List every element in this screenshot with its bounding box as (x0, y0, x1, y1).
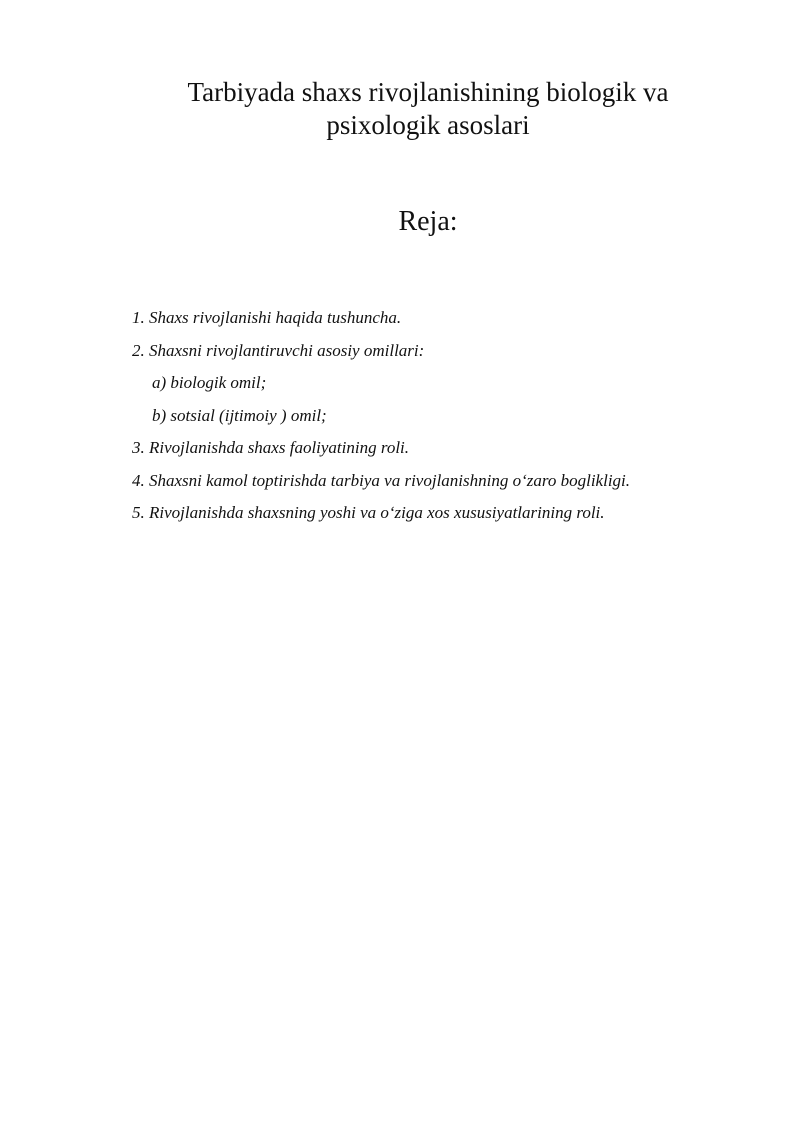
plan-item-3: 3. Rivojlanishda shaxs faoliyatining roli. (132, 438, 410, 457)
plan-item-4: 4. Shaxsni kamol toptirishda tarbiya va rivojlanishning o‘zaro boglikligi. (132, 470, 631, 490)
plan-subitem-a: a) biologik omil; (152, 373, 267, 392)
plan-list (132, 302, 752, 530)
plan-heading: Reja: (398, 206, 458, 237)
plan-item-2: 2. Shaxsni rivojlantiruvchi asosiy omillari: (132, 340, 425, 360)
plan-item-5: 5. Rivojlanishda shaxsning yoshi va o‘ziga xos xususiyatlarining roli. (132, 503, 605, 522)
document-title (160, 76, 696, 142)
title-line-1: Tarbiyada shaxs rivojlanishining biologik va (187, 77, 669, 107)
plan-subitem-b: b) sotsial (ijtimoiy ) omil; (152, 405, 327, 425)
plan-item-1: 1. Shaxs rivojlanishi haqida tushuncha. (132, 308, 402, 327)
title-line-2: psixologik asoslari (326, 110, 530, 140)
